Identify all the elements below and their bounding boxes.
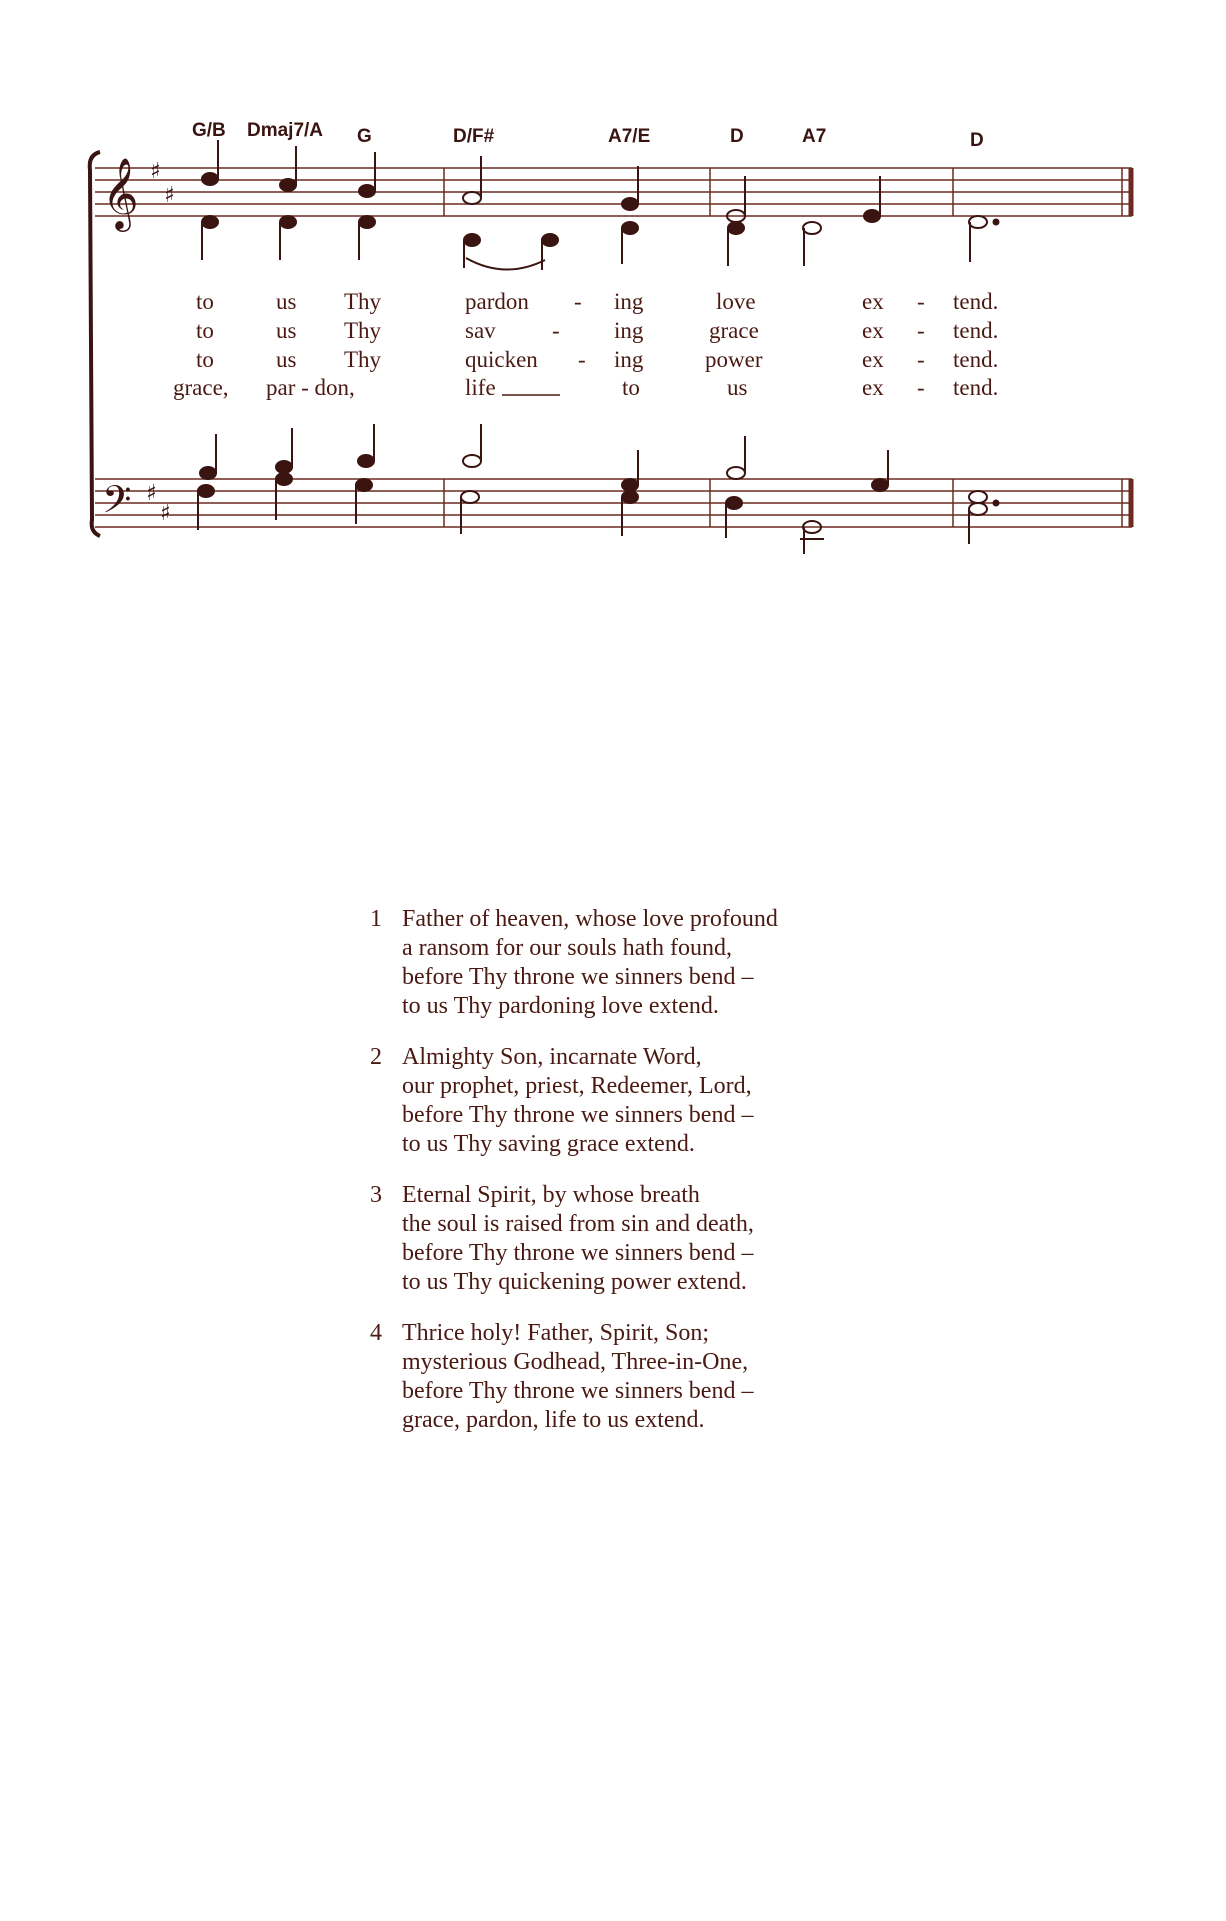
verse-2 (360, 1043, 900, 1159)
chord-symbol: D (730, 126, 744, 147)
hymn-verses (360, 905, 900, 1457)
lyric-syllable: par - don, (266, 375, 355, 400)
lyric-syllable: sav (465, 318, 496, 343)
verse-3 (360, 1181, 900, 1297)
verse-4 (360, 1319, 900, 1435)
chord-symbol: G (357, 126, 372, 147)
treble-notes (202, 140, 999, 270)
lyric-syllable: love (716, 289, 756, 314)
verse-line: to us Thy quickening power extend. (402, 1269, 747, 1295)
lyric-syllable: - (578, 347, 586, 372)
verse-line: Thrice holy! Father, Spirit, Son; (402, 1320, 709, 1346)
key-signature-sharp-icon: ♯ (150, 159, 161, 184)
lyric-syllable: - (917, 347, 925, 372)
lyric-syllable: tend. (953, 347, 999, 372)
chord-symbol: A7 (802, 126, 827, 147)
lyric-syllable: grace (709, 318, 759, 343)
lyric-syllable: life (465, 375, 496, 400)
lyric-syllable: ex (862, 375, 884, 400)
chord-symbols (192, 120, 984, 151)
lyric-syllable: quicken (465, 347, 538, 372)
verse-line: our prophet, priest, Redeemer, Lord, (402, 1073, 752, 1099)
verse-line: to us Thy pardoning love extend. (402, 993, 719, 1019)
lyric-syllable: us (276, 289, 297, 314)
lyric-syllable: Thy (344, 289, 382, 314)
lyric-syllable: - (574, 289, 582, 314)
verse-number: 3 (370, 1182, 382, 1208)
verse-line: Father of heaven, whose love profound (402, 906, 778, 932)
lyric-syllable: ing (614, 318, 644, 343)
verse-number: 4 (370, 1320, 382, 1346)
key-signature-sharp-icon: ♯ (146, 481, 157, 506)
verse-1 (360, 905, 900, 1021)
lyrics (173, 289, 998, 400)
lyric-syllable: to (622, 375, 640, 400)
lyric-syllable: ing (614, 347, 644, 372)
lyric-syllable: to (196, 318, 214, 343)
bass-clef-icon: 𝄢 (102, 477, 132, 531)
lyric-syllable: power (705, 347, 763, 372)
verse-line: mysterious Godhead, Three-in-One, (402, 1349, 749, 1375)
verse-line: Eternal Spirit, by whose breath (402, 1182, 700, 1208)
lyric-syllable: to (196, 347, 214, 372)
verse-line: the soul is raised from sin and death, (402, 1211, 754, 1237)
lyric-syllable: - (917, 375, 925, 400)
lyric-syllable: Thy (344, 347, 382, 372)
key-signature-sharp-icon: ♯ (160, 501, 171, 526)
lyric-syllable: us (276, 347, 297, 372)
verse-line: before Thy throne we sinners bend – (402, 1102, 754, 1128)
lyric-syllable: tend. (953, 289, 999, 314)
verse-line: before Thy throne we sinners bend – (402, 1378, 754, 1404)
verse-line: before Thy throne we sinners bend – (402, 1240, 754, 1266)
lyric-syllable: to (196, 289, 214, 314)
lyric-syllable: us (727, 375, 748, 400)
verse-line: Almighty Son, incarnate Word, (402, 1044, 702, 1070)
verse-number: 1 (370, 906, 382, 932)
lyric-syllable: - (552, 318, 560, 343)
lyric-syllable: ex (862, 347, 884, 372)
chord-symbol: A7/E (608, 126, 651, 147)
bass-notes (198, 424, 999, 554)
lyric-syllable: grace, (173, 375, 229, 400)
verse-line: before Thy throne we sinners bend – (402, 964, 754, 990)
key-signature-sharp-icon: ♯ (164, 183, 175, 208)
lyric-syllable: - (917, 318, 925, 343)
lyric-syllable: ex (862, 318, 884, 343)
lyric-syllable: tend. (953, 318, 999, 343)
lyric-syllable: tend. (953, 375, 999, 400)
lyric-syllable: - (917, 289, 925, 314)
lyric-syllable: Thy (344, 318, 382, 343)
verse-line: grace, pardon, life to us extend. (402, 1407, 705, 1433)
lyric-syllable: ing (614, 289, 644, 314)
treble-clef-icon: 𝄞 (102, 156, 139, 229)
chord-symbol: Dmaj7/A (247, 120, 324, 141)
chord-symbol: D (970, 130, 984, 151)
lyric-syllable: us (276, 318, 297, 343)
verse-line: to us Thy saving grace extend. (402, 1131, 695, 1157)
chord-symbol: G/B (192, 120, 226, 141)
lyric-syllable: pardon (465, 289, 529, 314)
lyric-syllable: ex (862, 289, 884, 314)
verse-number: 2 (370, 1044, 382, 1070)
verse-line: a ransom for our souls hath found, (402, 935, 732, 961)
treble-staff (95, 168, 1132, 216)
chord-symbol: D/F# (453, 126, 495, 147)
